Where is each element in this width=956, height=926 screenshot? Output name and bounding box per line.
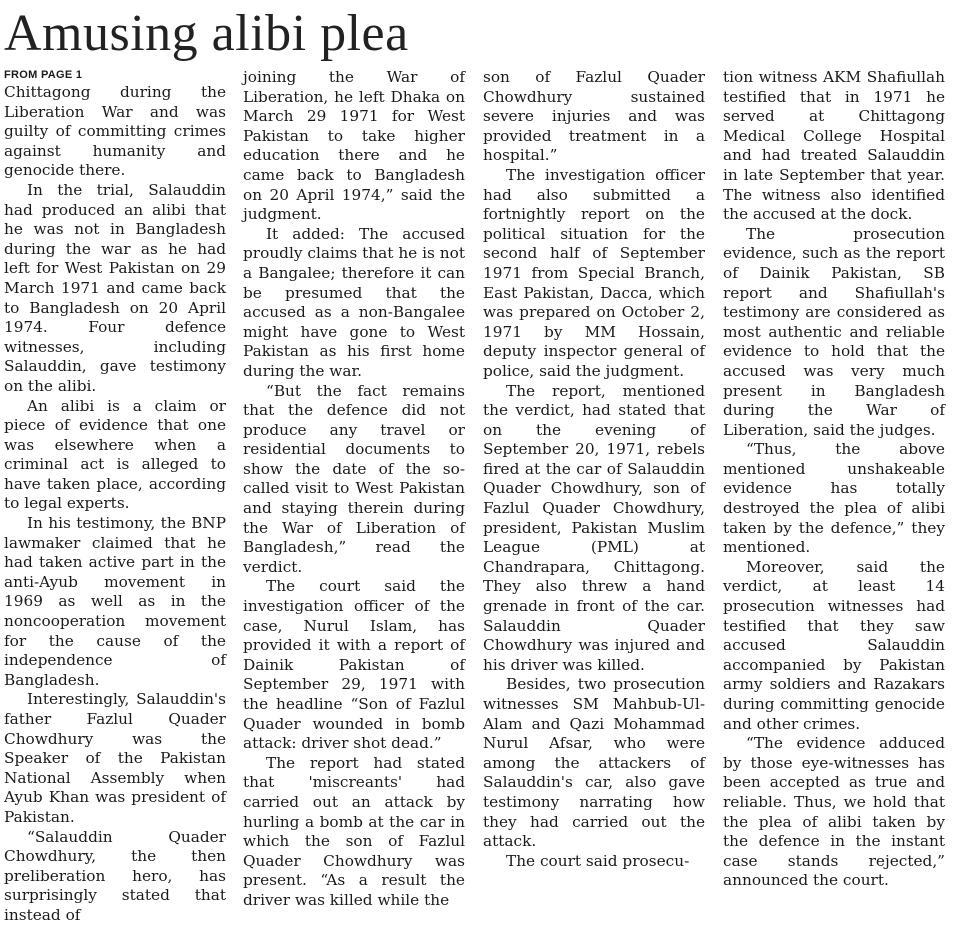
paragraph: tion witness AKM Shafiullah testified that in 1971 he served at Chittagong Medical College Hospital and had treated Salauddin in late September that year. The witness also identified the accused at the dock.	[723, 68, 945, 224]
paragraph: The report, mentioned the verdict, had stated that on the evening of September 20, 1971, rebels fired at the car of Salauddin Quader Chowdhury, son of Fazlul Quader Chowdhury, president, Pakistan Muslim League (PML) at Chandrapara, Chittagong. They also threw a hand grenade in front of the car. Salauddin Quader Chowdhury was injured and his driver was killed.	[483, 381, 705, 674]
paragraph: “Salauddin Quader Chowdhury, the then preliberation hero, has surprisingly stated that instead of	[4, 827, 226, 924]
paragraph: Besides, two prosecution witnesses SM Mahbub-Ul-Alam and Qazi Mohammad Nurul Afsar, who were among the attackers of Salauddin's car, also gave testimony narrating how they had carried out the attack.	[483, 675, 705, 851]
paragraph: An alibi is a claim or piece of evidence that one was elsewhere when a criminal act is alleged to have taken place, according to legal experts.	[4, 396, 226, 513]
article-column-2	[243, 68, 465, 911]
paragraph: In the trial, Salauddin had produced an alibi that he was not in Bangladesh during the war as he had left for West Pakistan on 29 March 1971 and came back to Bangladesh on 20 April 1974. Four defence witnesses, including Salauddin, gave testimony on the alibi.	[4, 180, 226, 395]
paragraph: Moreover, said the verdict, at least 14 prosecution witnesses had testified that they saw accused Salauddin accompanied by Pakistan army soldiers and Razakars during committing genocide and other crimes.	[723, 557, 945, 733]
paragraph: The report had stated that 'miscreants' had carried out an attack by hurling a bomb at the car in which the son of Fazlul Quader Chowdhury was present. “As a result the driver was killed while the	[243, 753, 465, 909]
paragraph: It added: The accused proudly claims that he is not a Bangalee; therefore it can be presumed that the accused as a non-Bangalee might have gone to West Pakistan as his first home during the war.	[243, 224, 465, 380]
paragraph: Chittagong during the Liberation War and was guilty of committing crimes against humanity and genocide there.	[4, 83, 226, 180]
headline: Amusing alibi plea	[4, 5, 409, 62]
paragraph: “But the fact remains that the defence did not produce any travel or residential documents to show the date of the so-called visit to West Pakistan and staying therein during the War of Liberation of Bangladesh,” read the verdict.	[243, 381, 465, 576]
paragraph: Interestingly, Salauddin's father Fazlul Quader Chowdhury was the Speaker of the Pakistan National Assembly when Ayub Khan was president of Pakistan.	[4, 690, 226, 826]
article-column-1	[4, 68, 226, 926]
paragraph: “Thus, the above mentioned unshakeable evidence has totally destroyed the plea of alibi taken by the defence,” they mentioned.	[723, 440, 945, 557]
article-column-4	[723, 68, 945, 891]
paragraph: In his testimony, the BNP lawmaker claimed that he had taken active part in the anti-Ayub movement in 1969 as well as in the noncooperation movement for the cause of the independence of Bangladesh.	[4, 514, 226, 689]
paragraph: The court said prosecu-	[506, 851, 690, 870]
paragraph: joining the War of Liberation, he left Dhaka on March 29 1971 for West Pakistan to take higher education there and he came back to Bangladesh on 20 April 1974,” said the judgment.	[243, 68, 465, 224]
paragraph: “The evidence adduced by those eye-witnesses has been accepted as true and reliable. Thus, we hold that the plea of alibi taken by the defence in the instant case stands rejected,” announced the court.	[723, 734, 945, 890]
paragraph: The prosecution evidence, such as the report of Dainik Pakistan, SB report and Shafiullah's testimony are considered as most authentic and reliable evidence to hold that the accused was very much present in Bangladesh during the War of Liberation, said the judges.	[723, 224, 945, 439]
paragraph: The investigation officer had also submitted a fortnightly report on the political situation for the second half of September 1971 from Special Branch, East Pakistan, Dacca, which was prepared on October 2, 1971 by MM Hossain, deputy inspector general of police, said the judgment.	[483, 165, 705, 380]
article-column-3	[483, 68, 705, 871]
paragraph: The court said the investigation officer of the case, Nurul Islam, has provided it with a report of Dainik Pakistan of September 29, 1971 with the headline “Son of Fazlul Quader wounded in bomb attack: driver shot dead.”	[243, 577, 465, 753]
kicker-from-page: FROM PAGE 1	[4, 69, 83, 81]
paragraph: son of Fazlul Quader Chowdhury sustained severe injuries and was provided treatment in a hospital.”	[483, 68, 705, 165]
